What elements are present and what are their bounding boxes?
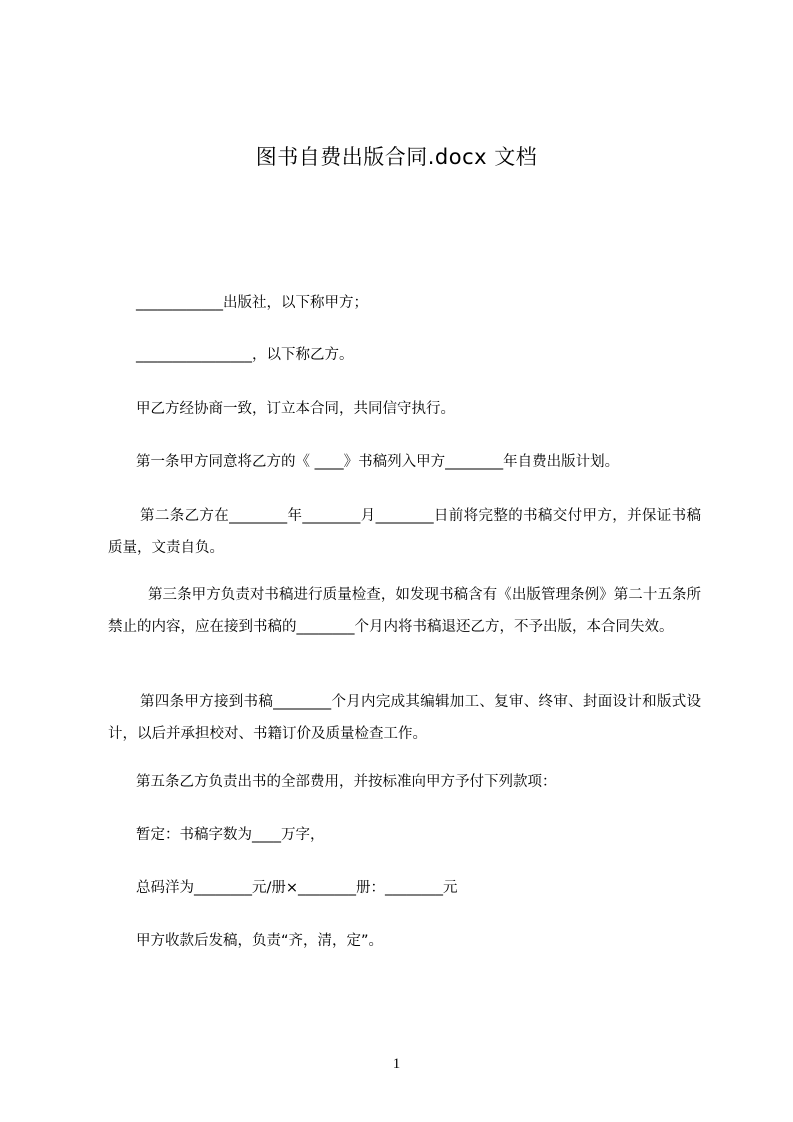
- document-title: 图书自费出版合同.docx 文档: [255, 145, 538, 169]
- paragraph-agreement: 甲乙方经协商一致，订立本合同，共同信守执行。: [136, 401, 455, 417]
- paragraph-article-1: 第一条甲方同意将乙方的《 ____》书稿列入甲方________年自费出版计划。: [136, 454, 620, 470]
- paragraph-total-price: 总码洋为________元/册×________册：________元: [136, 880, 458, 896]
- paragraph-word-count: 暂定：书稿字数为____万字，: [136, 827, 325, 843]
- paragraph-party-b: ________________，以下称乙方。: [136, 347, 354, 363]
- paragraph-article-5: 第五条乙方负责出书的全部费用，并按标准向甲方予付下列款项：: [136, 774, 557, 790]
- paragraph-article-2: 第二条乙方在________年________月________日前将完整的书稿交付甲方，并保证书稿质量，文责自负。: [108, 508, 701, 556]
- paragraph-publisher: ____________出版社，以下称甲方；: [136, 295, 368, 311]
- page-number: 1: [392, 1056, 401, 1072]
- paragraph-payment: 甲方收款后发稿，负责“齐，清，定”。: [136, 933, 384, 949]
- paragraph-article-3: 第三条甲方负责对书稿进行质量检查，如发现书稿含有《出版管理条例》第二十五条所禁止的内容，应在接到书稿的________个月内将书稿退还乙方，不予出版，本合同失效。: [108, 587, 701, 635]
- paragraph-article-4: 第四条甲方接到书稿________个月内完成其编辑加工、复审、终审、封面设计和版式设计，以后并承担校对、书籍订价及质量检查工作。: [108, 694, 701, 742]
